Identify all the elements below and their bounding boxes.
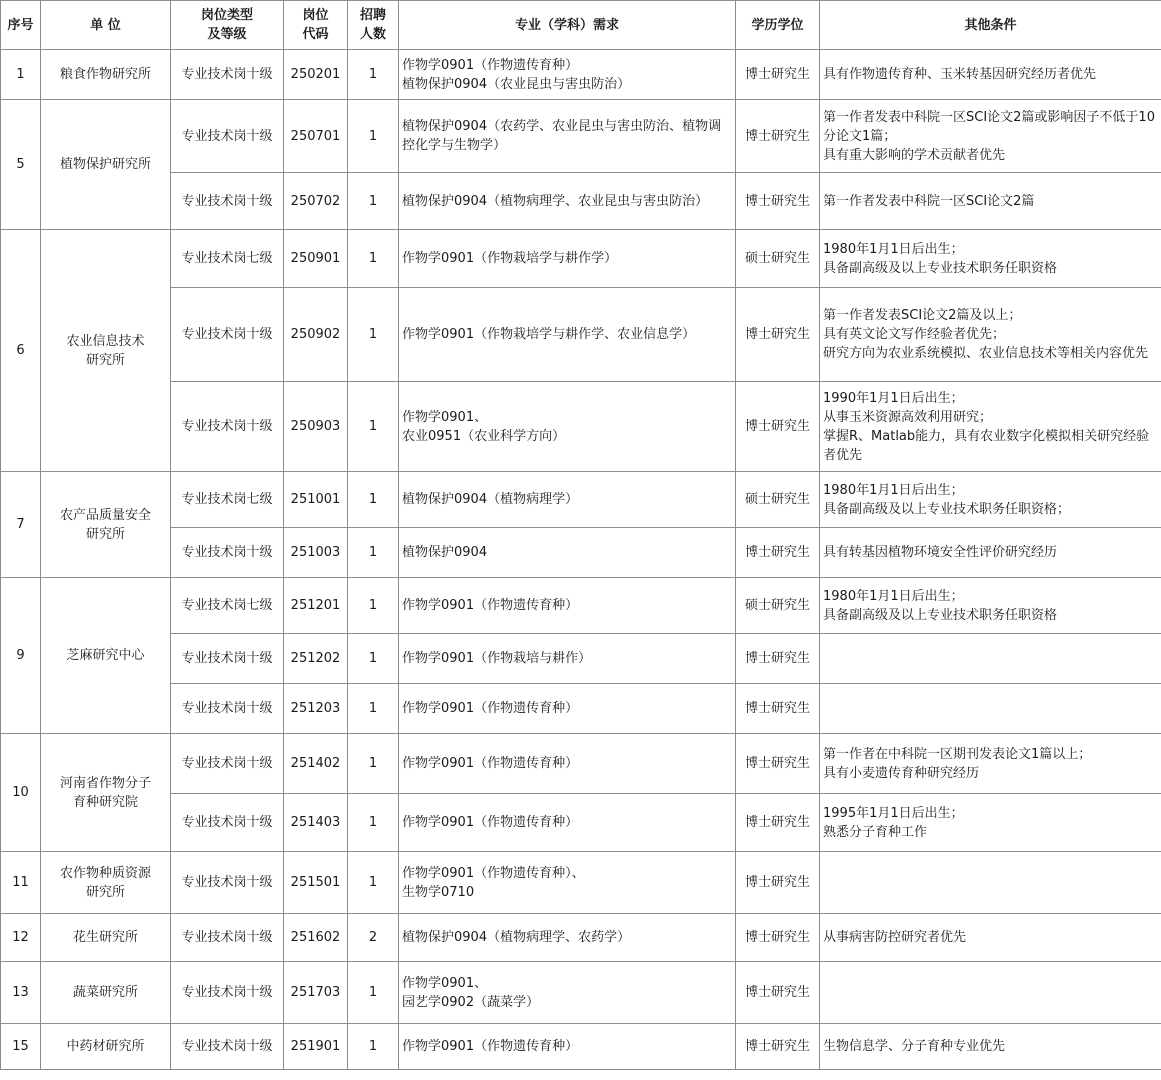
major-cell[interactable]: 作物学0901（作物栽培与耕作） [399, 634, 736, 684]
seq-cell[interactable]: 7 [1, 472, 41, 578]
unit-cell[interactable]: 农业信息技术 研究所 [41, 230, 171, 472]
unit-cell[interactable]: 花生研究所 [41, 914, 171, 962]
other-cell[interactable] [820, 962, 1161, 1024]
degree-cell[interactable]: 博士研究生 [736, 914, 820, 962]
post-code-cell[interactable]: 251501 [284, 852, 348, 914]
degree-cell[interactable]: 博士研究生 [736, 173, 820, 230]
other-cell[interactable]: 第一作者发表SCI论文2篇及以上； 具有英文论文写作经验者优先； 研究方向为农业系统模拟、农业信息技术等相关内容优先 [820, 288, 1161, 382]
table-row [1, 962, 1161, 1024]
degree-cell[interactable]: 博士研究生 [736, 288, 820, 382]
header-seq[interactable]: 序号 [1, 1, 41, 50]
post-type-cell[interactable]: 专业技术岗七级 [171, 578, 284, 634]
unit-cell[interactable]: 蔬菜研究所 [41, 962, 171, 1024]
post-code-cell[interactable]: 251201 [284, 578, 348, 634]
headcount-cell[interactable]: 1 [348, 288, 399, 382]
unit-cell[interactable]: 农作物种质资源 研究所 [41, 852, 171, 914]
seq-cell[interactable]: 10 [1, 734, 41, 852]
major-cell[interactable]: 植物保护0904（植物病理学、农业昆虫与害虫防治） [399, 173, 736, 230]
post-code-cell[interactable]: 250701 [284, 100, 348, 173]
other-cell[interactable] [820, 634, 1161, 684]
other-cell[interactable]: 1980年1月1日后出生； 具备副高级及以上专业技术职务任职资格 [820, 578, 1161, 634]
header-headcount[interactable]: 招聘 人数 [348, 1, 399, 50]
major-cell[interactable]: 作物学0901、 园艺学0902（蔬菜学） [399, 962, 736, 1024]
table-row [1, 173, 1161, 230]
unit-cell[interactable]: 芝麻研究中心 [41, 578, 171, 734]
post-type-cell[interactable]: 专业技术岗十级 [171, 634, 284, 684]
other-cell[interactable] [820, 684, 1161, 734]
major-cell[interactable]: 作物学0901（作物遗传育种） [399, 1024, 736, 1070]
major-cell[interactable]: 作物学0901（作物栽培学与耕作学） [399, 230, 736, 288]
degree-cell[interactable]: 博士研究生 [736, 1024, 820, 1070]
post-code-cell[interactable]: 251402 [284, 734, 348, 794]
other-cell[interactable]: 具有作物遗传育种、玉米转基因研究经历者优先 [820, 50, 1161, 100]
headcount-cell[interactable]: 2 [348, 914, 399, 962]
other-cell[interactable]: 具有转基因植物环境安全性评价研究经历 [820, 528, 1161, 578]
post-type-cell[interactable]: 专业技术岗七级 [171, 230, 284, 288]
unit-cell[interactable]: 中药材研究所 [41, 1024, 171, 1070]
headcount-cell[interactable]: 1 [348, 173, 399, 230]
post-type-cell[interactable]: 专业技术岗十级 [171, 100, 284, 173]
post-code-cell[interactable]: 250201 [284, 50, 348, 100]
header-degree[interactable]: 学历学位 [736, 1, 820, 50]
other-cell[interactable]: 生物信息学、分子育种专业优先 [820, 1024, 1161, 1070]
post-code-cell[interactable]: 250901 [284, 230, 348, 288]
other-cell[interactable] [820, 852, 1161, 914]
unit-cell[interactable]: 粮食作物研究所 [41, 50, 171, 100]
other-cell[interactable]: 从事病害防控研究者优先 [820, 914, 1161, 962]
unit-cell[interactable]: 植物保护研究所 [41, 100, 171, 230]
headcount-cell[interactable]: 1 [348, 734, 399, 794]
table-row [1, 100, 1161, 173]
table-row [1, 852, 1161, 914]
table-row [1, 634, 1161, 684]
table-body [1, 50, 1161, 1070]
header-other[interactable]: 其他条件 [820, 1, 1161, 50]
post-code-cell[interactable]: 251602 [284, 914, 348, 962]
seq-cell[interactable]: 5 [1, 100, 41, 230]
post-code-cell[interactable]: 250902 [284, 288, 348, 382]
degree-cell[interactable]: 硕士研究生 [736, 230, 820, 288]
headcount-cell[interactable]: 1 [348, 528, 399, 578]
major-cell[interactable]: 植物保护0904（植物病理学、农药学） [399, 914, 736, 962]
post-type-cell[interactable]: 专业技术岗十级 [171, 914, 284, 962]
seq-cell[interactable]: 11 [1, 852, 41, 914]
table-row [1, 1024, 1161, 1070]
degree-cell[interactable]: 博士研究生 [736, 528, 820, 578]
major-cell[interactable]: 植物保护0904（植物病理学） [399, 472, 736, 528]
post-type-cell[interactable]: 专业技术岗十级 [171, 1024, 284, 1070]
degree-cell[interactable]: 博士研究生 [736, 50, 820, 100]
post-type-cell[interactable]: 专业技术岗十级 [171, 962, 284, 1024]
post-type-cell[interactable]: 专业技术岗十级 [171, 528, 284, 578]
post-code-cell[interactable]: 251901 [284, 1024, 348, 1070]
major-cell[interactable]: 作物学0901（作物遗传育种） 植物保护0904（农业昆虫与害虫防治） [399, 50, 736, 100]
degree-cell[interactable]: 博士研究生 [736, 684, 820, 734]
post-type-cell[interactable]: 专业技术岗十级 [171, 684, 284, 734]
degree-cell[interactable]: 硕士研究生 [736, 472, 820, 528]
table-row [1, 914, 1161, 962]
table-row [1, 288, 1161, 382]
table-row [1, 684, 1161, 734]
degree-cell[interactable]: 博士研究生 [736, 100, 820, 173]
header-post-code[interactable]: 岗位 代码 [284, 1, 348, 50]
post-type-cell[interactable]: 专业技术岗十级 [171, 794, 284, 852]
headcount-cell[interactable]: 1 [348, 230, 399, 288]
degree-cell[interactable]: 博士研究生 [736, 852, 820, 914]
table-row [1, 528, 1161, 578]
table-row [1, 794, 1161, 852]
headcount-cell[interactable]: 1 [348, 634, 399, 684]
post-type-cell[interactable]: 专业技术岗十级 [171, 382, 284, 472]
headcount-cell[interactable]: 1 [348, 100, 399, 173]
post-type-cell[interactable]: 专业技术岗十级 [171, 734, 284, 794]
headcount-cell[interactable]: 1 [348, 578, 399, 634]
post-type-cell[interactable]: 专业技术岗十级 [171, 50, 284, 100]
header-row [1, 1, 1161, 50]
post-code-cell[interactable]: 251003 [284, 528, 348, 578]
seq-cell[interactable]: 1 [1, 50, 41, 100]
post-code-cell[interactable]: 251403 [284, 794, 348, 852]
headcount-cell[interactable]: 1 [348, 1024, 399, 1070]
degree-cell[interactable]: 硕士研究生 [736, 578, 820, 634]
major-cell[interactable]: 作物学0901（作物遗传育种） [399, 684, 736, 734]
unit-cell[interactable]: 河南省作物分子 育种研究院 [41, 734, 171, 852]
seq-cell[interactable]: 12 [1, 914, 41, 962]
header-major[interactable]: 专业（学科）需求 [399, 1, 736, 50]
headcount-cell[interactable]: 1 [348, 50, 399, 100]
headcount-cell[interactable]: 1 [348, 472, 399, 528]
headcount-cell[interactable]: 1 [348, 852, 399, 914]
headcount-cell[interactable]: 1 [348, 794, 399, 852]
post-code-cell[interactable]: 250903 [284, 382, 348, 472]
seq-cell[interactable]: 9 [1, 578, 41, 734]
other-cell[interactable]: 第一作者发表中科院一区SCI论文2篇或影响因子不低于10分论文1篇； 具有重大影响的学术贡献者优先 [820, 100, 1161, 173]
degree-cell[interactable]: 博士研究生 [736, 382, 820, 472]
other-cell[interactable]: 1980年1月1日后出生； 具备副高级及以上专业技术职务任职资格 [820, 230, 1161, 288]
post-type-cell[interactable]: 专业技术岗十级 [171, 173, 284, 230]
degree-cell[interactable]: 博士研究生 [736, 962, 820, 1024]
other-cell[interactable]: 第一作者在中科院一区期刊发表论文1篇以上； 具有小麦遗传育种研究经历 [820, 734, 1161, 794]
table-row [1, 230, 1161, 288]
headcount-cell[interactable]: 1 [348, 382, 399, 472]
other-cell[interactable]: 1995年1月1日后出生； 熟悉分子育种工作 [820, 794, 1161, 852]
major-cell[interactable]: 植物保护0904（农药学、农业昆虫与害虫防治、植物调控化学与生物学） [399, 100, 736, 173]
degree-cell[interactable]: 博士研究生 [736, 794, 820, 852]
post-code-cell[interactable]: 251703 [284, 962, 348, 1024]
table-row [1, 50, 1161, 100]
table-row [1, 382, 1161, 472]
post-code-cell[interactable]: 251001 [284, 472, 348, 528]
major-cell[interactable]: 植物保护0904 [399, 528, 736, 578]
seq-cell[interactable]: 13 [1, 962, 41, 1024]
header-unit[interactable]: 单 位 [41, 1, 171, 50]
other-cell[interactable]: 1990年1月1日后出生； 从事玉米资源高效利用研究； 掌握R、Matlab能力，具有农业数字化模拟相关研究经验者优先 [820, 382, 1161, 472]
header-post-type[interactable]: 岗位类型 及等级 [171, 1, 284, 50]
seq-cell[interactable]: 6 [1, 230, 41, 472]
post-code-cell[interactable]: 250702 [284, 173, 348, 230]
seq-cell[interactable]: 15 [1, 1024, 41, 1070]
major-cell[interactable]: 作物学0901（作物遗传育种） [399, 794, 736, 852]
table-row [1, 578, 1161, 634]
post-code-cell[interactable]: 251203 [284, 684, 348, 734]
other-cell[interactable]: 第一作者发表中科院一区SCI论文2篇 [820, 173, 1161, 230]
post-type-cell[interactable]: 专业技术岗十级 [171, 852, 284, 914]
other-cell[interactable]: 1980年1月1日后出生； 具备副高级及以上专业技术职务任职资格； [820, 472, 1161, 528]
post-type-cell[interactable]: 专业技术岗十级 [171, 288, 284, 382]
post-type-cell[interactable]: 专业技术岗七级 [171, 472, 284, 528]
headcount-cell[interactable]: 1 [348, 962, 399, 1024]
major-cell[interactable]: 作物学0901（作物栽培学与耕作学、农业信息学） [399, 288, 736, 382]
major-cell[interactable]: 作物学0901（作物遗传育种） [399, 734, 736, 794]
post-code-cell[interactable]: 251202 [284, 634, 348, 684]
major-cell[interactable]: 作物学0901、 农业0951（农业科学方向） [399, 382, 736, 472]
major-cell[interactable]: 作物学0901（作物遗传育种） [399, 578, 736, 634]
degree-cell[interactable]: 博士研究生 [736, 634, 820, 684]
table-row [1, 734, 1161, 794]
unit-cell[interactable]: 农产品质量安全 研究所 [41, 472, 171, 578]
degree-cell[interactable]: 博士研究生 [736, 734, 820, 794]
major-cell[interactable]: 作物学0901（作物遗传育种）、 生物学0710 [399, 852, 736, 914]
table-row [1, 472, 1161, 528]
headcount-cell[interactable]: 1 [348, 684, 399, 734]
